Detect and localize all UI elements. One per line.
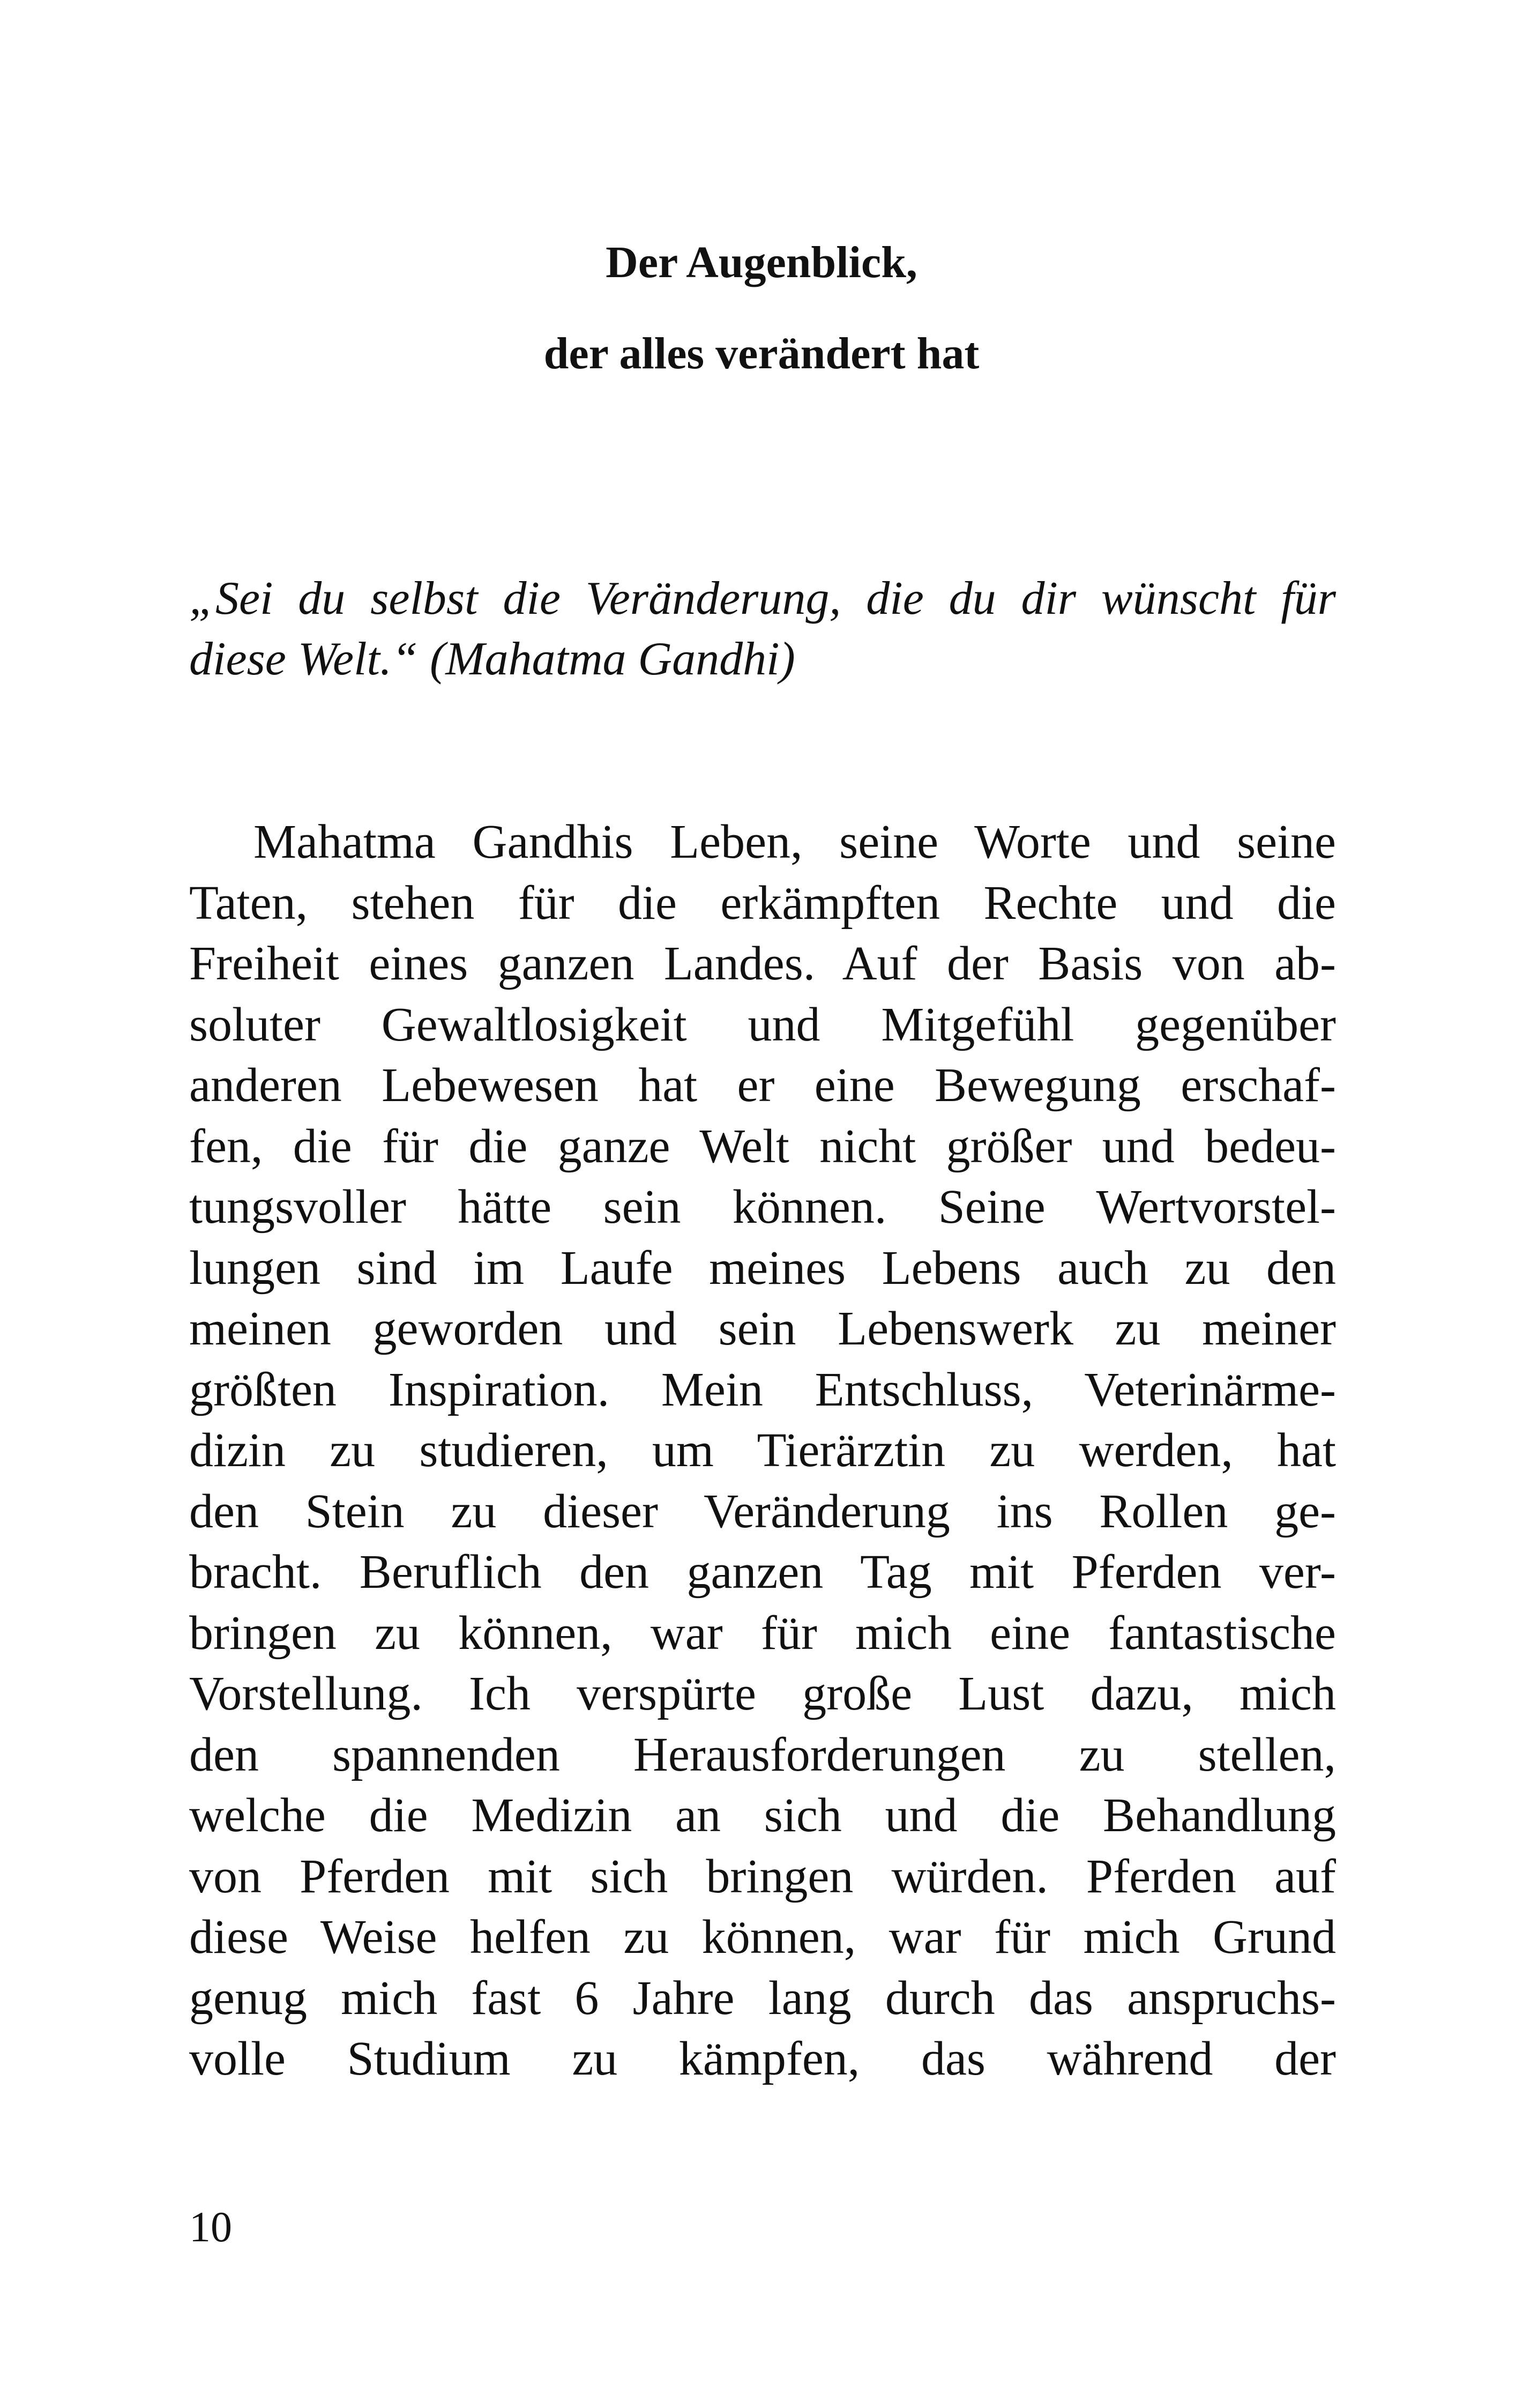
body-line: von Pferden mit sich bringen würden. Pferden auf bbox=[189, 1849, 1336, 1903]
body-line: welche die Medizin an sich und die Behandlung bbox=[189, 1789, 1336, 1842]
body-line: den Stein zu dieser Veränderung ins Rollen ge- bbox=[189, 1484, 1336, 1538]
body-line: fen, die für die ganze Welt nicht größer und bedeu- bbox=[189, 1119, 1336, 1173]
body-line: tungsvoller hätte sein können. Seine Wertvorstel- bbox=[189, 1180, 1336, 1233]
body-line: soluter Gewaltlosigkeit und Mitgefühl gegenüber bbox=[189, 998, 1336, 1051]
body-line: meinen geworden und sein Lebenswerk zu meiner bbox=[189, 1302, 1336, 1355]
body-line: genug mich fast 6 Jahre lang durch das anspruchs- bbox=[189, 1971, 1336, 2025]
body-line: diese Weise helfen zu können, war für mich Grund bbox=[189, 1911, 1336, 1964]
body-line: bracht. Beruflich den ganzen Tag mit Pferden ver- bbox=[189, 1545, 1336, 1599]
chapter-title-line-2: der alles verändert hat bbox=[543, 329, 980, 378]
body-line: größten Inspiration. Mein Entschluss, Veterinärme- bbox=[189, 1363, 1336, 1416]
page-number: 10 bbox=[189, 2204, 232, 2251]
body-paragraph bbox=[189, 812, 1336, 2090]
body-line: dizin zu studieren, um Tierärztin zu werden, hat bbox=[189, 1424, 1336, 1477]
body-line: Freiheit eines ganzen Landes. Auf der Basis von ab- bbox=[189, 937, 1336, 990]
body-line: lungen sind im Laufe meines Lebens auch zu den bbox=[189, 1241, 1336, 1295]
chapter-title-line-1: Der Augenblick, bbox=[606, 237, 917, 287]
body-line: Vorstellung. Ich verspürte große Lust dazu, mich bbox=[189, 1667, 1336, 1720]
body-line: den spannenden Herausforderungen zu stellen, bbox=[189, 1728, 1336, 1781]
epigraph-line: diese Welt.“ (Mahatma Gandhi) bbox=[189, 633, 795, 685]
body-line: bringen zu können, war für mich eine fantastische bbox=[189, 1606, 1336, 1660]
epigraph-quote bbox=[189, 568, 1336, 689]
epigraph-line: „Sei du selbst die Veränderung, die du dir wünscht für bbox=[189, 573, 1336, 625]
body-line: Taten, stehen für die erkämpften Rechte und die bbox=[189, 876, 1336, 930]
body-line: volle Studium zu kämpfen, das während der bbox=[189, 2032, 1336, 2085]
body-line: anderen Lebewesen hat er eine Bewegung erschaf- bbox=[189, 1059, 1336, 1112]
body-line: Mahatma Gandhis Leben, seine Worte und seine bbox=[253, 815, 1336, 868]
